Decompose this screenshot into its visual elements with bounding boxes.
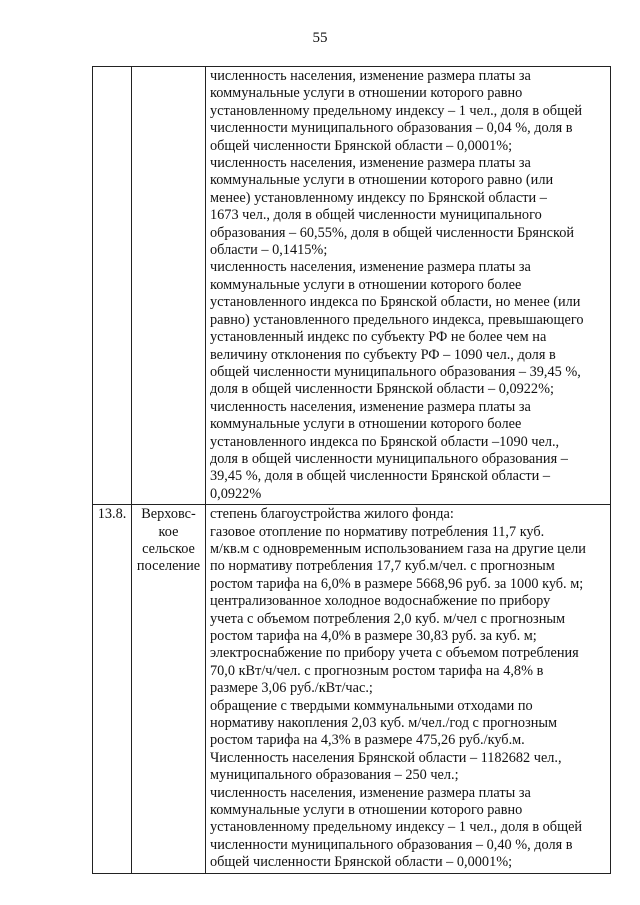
description-line: установленный индекс по субъекту РФ не более чем на xyxy=(210,329,547,346)
table-row xyxy=(93,505,611,874)
description-line: электроснабжение по прибору учета с объемом потребления xyxy=(210,645,579,662)
description-line: степень благоустройства жилого фонда: xyxy=(210,506,454,523)
municipality-name-cell xyxy=(132,505,206,874)
description-line: централизованное холодное водоснабжение по прибору xyxy=(210,593,551,610)
table-row xyxy=(93,67,611,505)
description-line: 39,45 %, доля в общей численности Брянской области – xyxy=(210,468,550,485)
description-cell xyxy=(206,505,611,874)
row-number-cell xyxy=(93,67,132,505)
description-line: обращение с твердыми коммунальными отходами по xyxy=(210,697,533,714)
description-line: ростом тарифа на 4,0% в размере 30,83 руб. за куб. м; xyxy=(210,628,537,644)
description-line: размере 3,06 руб./кВт/час.; xyxy=(210,680,373,697)
description-line: газовое отопление по нормативу потребления 11,7 куб. xyxy=(210,523,545,540)
description-line: коммунальные услуги в отношении которого более xyxy=(210,276,522,293)
description-line: образования – 60,55%, доля в общей численности Брянской xyxy=(210,224,575,241)
description-line: численности муниципального образования – 0,04 %, доля в xyxy=(210,120,573,137)
municipality-name-line: сельское xyxy=(142,540,195,557)
page-number: 55 xyxy=(312,30,328,46)
description-line: установленного индекса по Брянской области, но менее (или xyxy=(210,294,581,311)
description-line: нормативу накопления 2,03 куб. м/чел./год с прогнозным xyxy=(210,715,558,732)
description-line: м/кв.м с одновременным использованием газа на другие цели xyxy=(210,540,586,557)
description-line: ростом тарифа на 6,0% в размере 5668,96 руб. за 1000 куб. м; xyxy=(210,575,584,592)
description-line: численность населения, изменение размера платы за xyxy=(210,68,531,84)
description-line: коммунальные услуги в отношении которого более xyxy=(210,416,522,433)
description-line: численность населения, изменение размера платы за xyxy=(210,155,531,172)
description-line: численность населения, изменение размера платы за xyxy=(210,259,531,276)
description-line: численности муниципального образования – 0,40 %, доля в xyxy=(210,836,573,853)
description-line: установленному предельному индексу – 1 чел., доля в общей xyxy=(210,102,583,119)
municipality-name-line: Верховс- xyxy=(141,506,196,523)
description-line: общей численности Брянской области – 0,0001%; xyxy=(210,137,513,154)
municipality-name-line: кое xyxy=(158,523,179,540)
document-table xyxy=(92,66,611,874)
description-line: доля в общей численности муниципального образования – xyxy=(210,450,568,467)
description-line: коммунальные услуги в отношении которого равно (или xyxy=(210,172,554,189)
table-body xyxy=(93,67,611,874)
description-line: 0,0922% xyxy=(210,485,262,502)
description-line: Численность населения Брянской области – 1182682 чел., xyxy=(210,749,562,766)
description-line: общей численности муниципального образования – 39,45 %, xyxy=(210,363,581,380)
description-line: менее) установленному индексу по Брянской области – xyxy=(210,189,547,206)
description-line: величину отклонения по субъекту РФ – 1090 чел., доля в xyxy=(210,346,556,363)
description-line: 70,0 кВт/ч/чел. с прогнозным ростом тарифа на 4,8% в xyxy=(210,662,544,679)
description-line: по нормативу потребления 17,7 куб.м/чел. с прогнозным xyxy=(210,558,555,575)
description-line: учета с объемом потребления 2,0 куб. м/чел с прогнозным xyxy=(210,610,565,627)
description-line: общей численности Брянской области – 0,0001%; xyxy=(210,854,513,871)
description-cell xyxy=(206,67,611,505)
description-line: области – 0,1415%; xyxy=(210,242,328,259)
description-line: муниципального образования – 250 чел.; xyxy=(210,767,459,784)
description-line: ростом тарифа на 4,3% в размере 475,26 руб./куб.м. xyxy=(210,732,525,749)
municipality-name-cell xyxy=(132,67,206,505)
description-line: численность населения, изменение размера платы за xyxy=(210,784,531,801)
row-number-cell xyxy=(93,505,132,874)
row-number: 13.8. xyxy=(97,506,127,523)
municipality-name-line: поселение xyxy=(136,558,201,575)
description-line: 1673 чел., доля в общей численности муниципального xyxy=(210,207,542,224)
description-line: численность населения, изменение размера платы за xyxy=(210,398,531,415)
description-line: установленному предельному индексу – 1 чел., доля в общей xyxy=(210,819,583,836)
description-line: доля в общей численности Брянской области – 0,0922%; xyxy=(210,381,554,398)
description-line: коммунальные услуги в отношении которого равно xyxy=(210,802,523,819)
description-line: установленного индекса по Брянской области –1090 чел., xyxy=(210,433,560,450)
description-line: коммунальные услуги в отношении которого равно xyxy=(210,85,523,102)
description-line: равно) установленного предельного индекса, превышающего xyxy=(210,311,584,328)
